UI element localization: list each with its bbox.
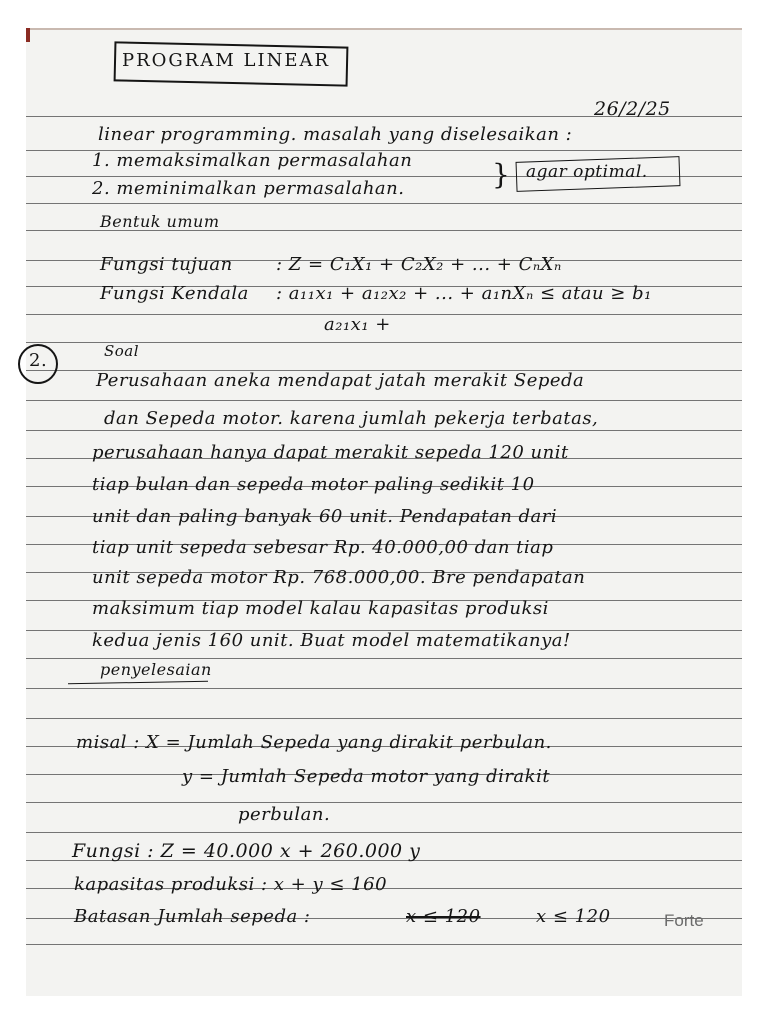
fungsi-tujuan-label: Fungsi tujuan	[100, 254, 233, 275]
batasan-label: Batasan Jumlah sepeda :	[74, 906, 311, 927]
misal-line-2: y = Jumlah Sepeda motor yang dirakit	[182, 766, 551, 787]
penyelesaian-label: penyelesaian	[100, 660, 212, 679]
question-number: 2.	[29, 350, 48, 371]
problem-line-1: Perusahaan aneka mendapat jatah merakit Sepeda	[96, 370, 585, 391]
fungsi-kendala-equation: : a₁₁x₁ + a₁₂x₂ + ... + a₁nXₙ ≤ atau ≥ b₁	[276, 283, 652, 304]
problem-line-7: unit sepeda motor Rp. 768.000,00. Bre pendapatan	[92, 567, 586, 588]
bentuk-umum: Bentuk umum	[100, 212, 220, 231]
misal-line-1: misal : X = Jumlah Sepeda yang dirakit perbulan.	[76, 732, 552, 753]
page-title: PROGRAM LINEAR	[122, 50, 331, 71]
problem-line-2: dan Sepeda motor. karena jumlah pekerja terbatas,	[104, 408, 599, 429]
problem-line-3: perusahaan hanya dapat merakit sepeda 120 unit	[92, 442, 569, 463]
optimal-note: agar optimal.	[526, 162, 648, 182]
item-2: 2. meminimalkan permasalahan.	[92, 178, 405, 199]
page-date: 26/2/25	[594, 98, 671, 120]
intro-line: linear programming. masalah yang diselesaikan :	[98, 124, 573, 145]
problem-line-8: maksimum tiap model kalau kapasitas produksi	[92, 598, 549, 619]
notebook-brand: Forte	[664, 911, 704, 930]
batasan-struck-value: x ≤ 120	[406, 906, 481, 927]
batasan-value: x ≤ 120	[536, 906, 611, 927]
problem-line-5: unit dan paling banyak 60 unit. Pendapatan dari	[92, 506, 558, 527]
fungsi-kendala-label: Fungsi Kendala	[100, 283, 249, 304]
kapasitas-line: kapasitas produksi : x + y ≤ 160	[74, 874, 388, 895]
fungsi-kendala-line2: a₂₁x₁ +	[324, 314, 391, 335]
brace-mark: }	[492, 158, 511, 191]
problem-line-4: tiap bulan dan sepeda motor paling sedikit 10	[92, 474, 535, 495]
fungsi-line: Fungsi : Z = 40.000 x + 260.000 y	[72, 840, 421, 862]
fungsi-tujuan-equation: : Z = C₁X₁ + C₂X₂ + ... + CₙXₙ	[276, 254, 562, 275]
item-1: 1. memaksimalkan permasalahan	[92, 150, 413, 171]
problem-line-9: kedua jenis 160 unit. Buat model matematikanya!	[92, 630, 571, 651]
problem-line-6: tiap unit sepeda sebesar Rp. 40.000,00 dan tiap	[92, 537, 554, 558]
misal-line-3: perbulan.	[238, 804, 331, 825]
soal-label: Soal	[104, 342, 140, 360]
